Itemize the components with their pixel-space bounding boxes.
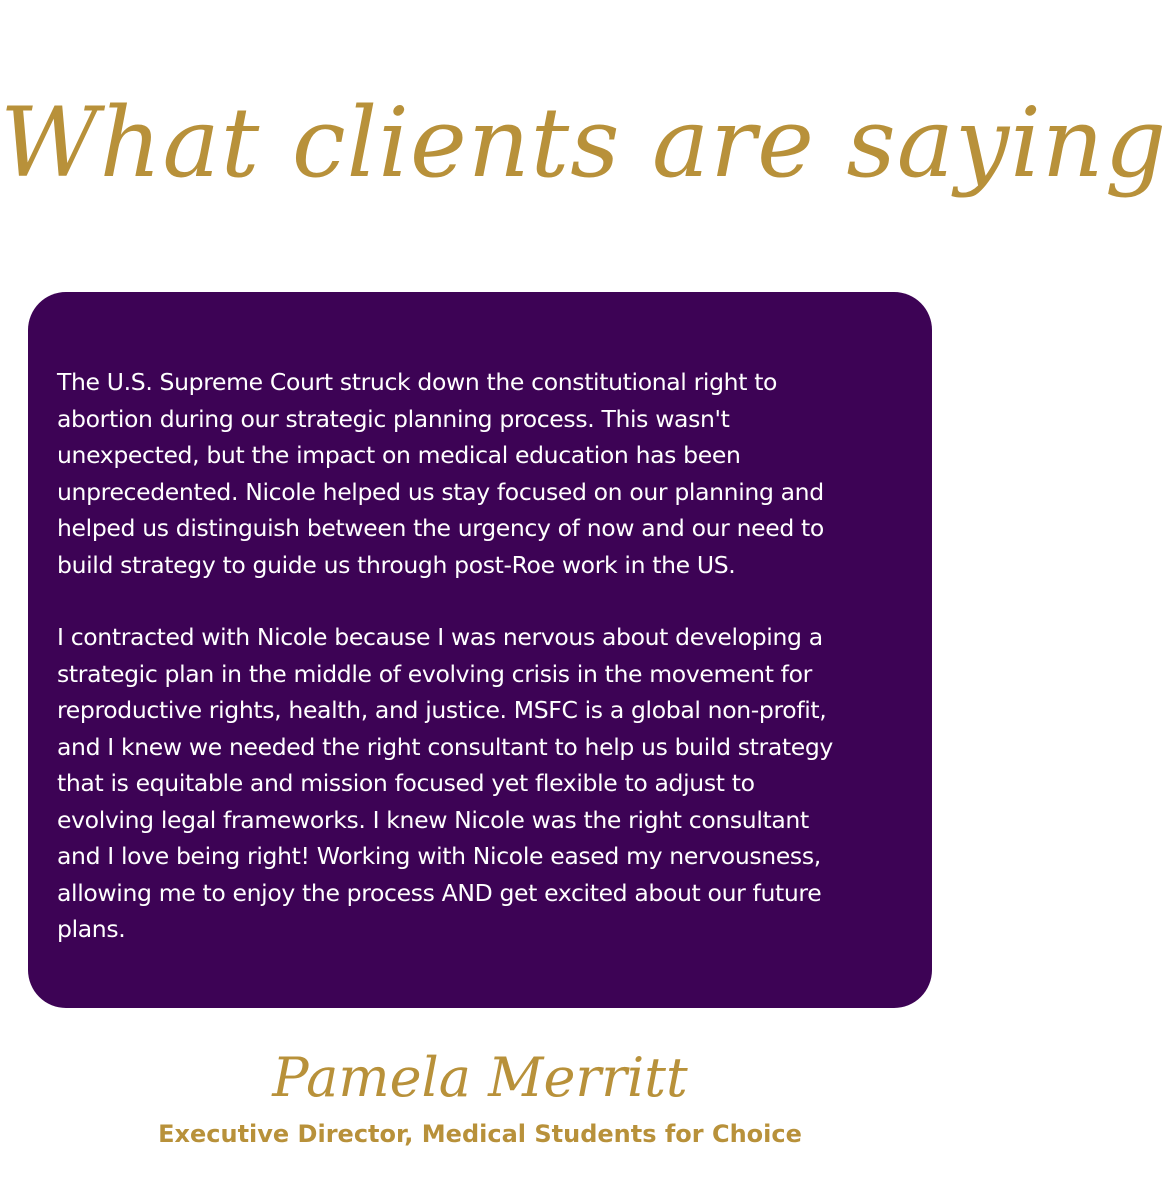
testimonial-card: [28, 292, 932, 1008]
testimonial-paragraph-1: The U.S. Supreme Court struck down the constitutional right to abortion during our strategic planning process. This wasn't unexpected, but the impact on medical education has been unprecedented. Nicole helped us stay focused on our planning and helped us distinguish between the urgency of now and our need to build strategy to guide us through post-Roe work in the US.: [57, 368, 824, 579]
testimonial-paragraph-2: I contracted with Nicole because I was nervous about developing a strategic plan in the middle of evolving crisis in the movement for reproductive rights, health, and justice. MSFC is a global non-profit, and I knew we needed the right consultant to help us build strategy that is equitable and mission focused yet flexible to adjust to evolving legal frameworks. I knew Nicole was the right consultant and I love being right! Working with Nicole eased my nervousness, allowing me to enjoy the process AND get excited about our future plans.: [57, 623, 833, 943]
author-signature: Pamela Merritt: [272, 1046, 688, 1109]
page-heading: What clients are saying: [0, 87, 1167, 199]
author-title: Executive Director, Medical Students for Choice: [158, 1120, 802, 1148]
